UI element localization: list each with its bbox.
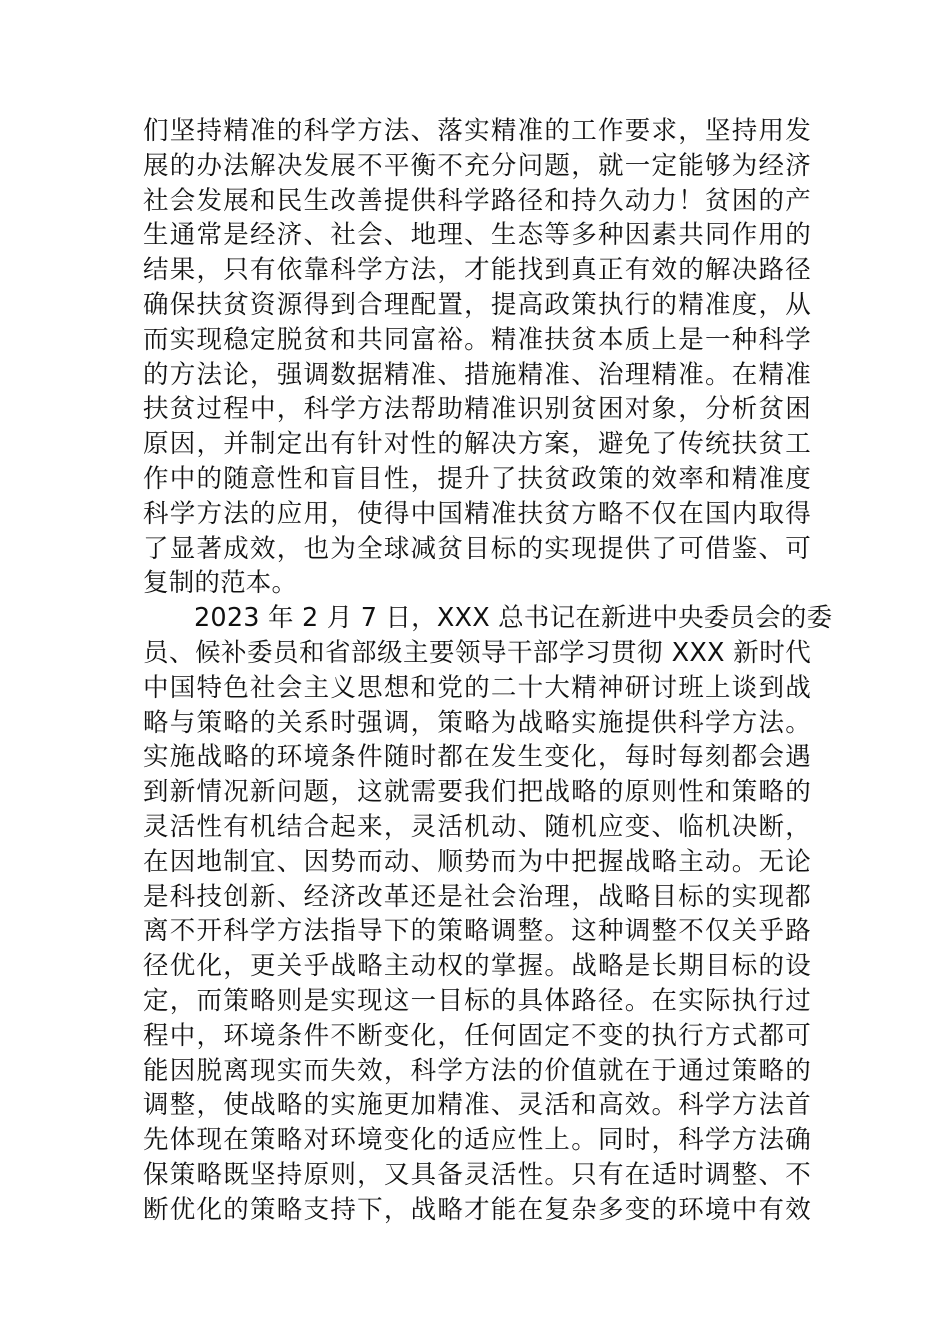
text-line: 定，而策略则是实现这一目标的具体路径。在实际执行过 [143,985,811,1016]
text-line: 结果，只有依靠科学方法，才能找到真正有效的解决路径 [143,255,811,286]
text-line: 灵活性有机结合起来，灵活机动、随机应变、临机决断， [143,811,811,842]
text-line: 员、候补委员和省部级主要领导干部学习贯彻 XXX 新时代 [143,637,811,668]
text-line: 了显著成效，也为全球减贫目标的实现提供了可借鉴、可 [143,533,811,564]
text-line: 作中的随意性和盲目性，提升了扶贫政策的效率和精准度 [143,463,811,494]
text-line: 到新情况新问题，这就需要我们把战略的原则性和策略的 [143,777,811,808]
paragraph-1 [143,114,811,601]
text-line: 径优化，更关乎战略主动权的掌握。战略是长期目标的设 [143,951,811,982]
text-line: 先体现在策略对环境变化的适应性上。同时，科学方法确 [143,1125,811,1156]
text-line: 保策略既坚持原则，又具备灵活性。只有在适时调整、不 [143,1159,811,1190]
text-line: 扶贫过程中，科学方法帮助精准识别贫困对象，分析贫困 [143,394,811,425]
text-line: 复制的范本。 [143,568,298,599]
text-line: 程中，环境条件不断变化，任何固定不变的执行方式都可 [143,1020,811,1051]
text-line: 是科技创新、经济改革还是社会治理，战略目标的实现都 [143,881,811,912]
text-line: 们坚持精准的科学方法、落实精准的工作要求，坚持用发 [143,116,811,146]
text-line: 在因地制宜、因势而动、顺势而为中把握战略主动。无论 [143,846,811,877]
text-line: 2023 年 2 月 7 日，XXX 总书记在新进中央委员会的委 [194,603,833,634]
text-line: 断优化的策略支持下，战略才能在复杂多变的环境中有效 [143,1194,811,1225]
paragraph-2 [143,601,833,1227]
text-line: 离不开科学方法指导下的策略调整。这种调整不仅关乎路 [143,916,811,947]
text-line: 社会发展和民生改善提供科学路径和持久动力！贫困的产 [143,185,811,216]
text-line: 能因脱离现实而失效，科学方法的价值就在于通过策略的 [143,1055,811,1086]
text-line: 生通常是经济、社会、地理、生态等多种因素共同作用的 [143,220,811,251]
text-line: 确保扶贫资源得到合理配置，提高政策执行的精准度，从 [143,289,811,320]
text-line: 略与策略的关系时强调，策略为战略实施提供科学方法。 [143,707,811,738]
text-line: 的方法论，强调数据精准、措施精准、治理精准。在精准 [143,359,811,390]
text-line: 科学方法的应用，使得中国精准扶贫方略不仅在国内取得 [143,498,811,529]
text-line: 中国特色社会主义思想和党的二十大精神研讨班上谈到战 [143,672,811,703]
text-line: 原因，并制定出有针对性的解决方案，避免了传统扶贫工 [143,429,811,460]
text-line: 展的办法解决发展不平衡不充分问题，就一定能够为经济 [143,150,811,181]
text-line: 调整，使战略的实施更加精准、灵活和高效。科学方法首 [143,1090,811,1121]
body-text [143,114,833,1228]
text-line: 而实现稳定脱贫和共同富裕。精准扶贫本质上是一种科学 [143,324,811,355]
text-line: 实施战略的环境条件随时都在发生变化，每时每刻都会遇 [143,742,811,773]
